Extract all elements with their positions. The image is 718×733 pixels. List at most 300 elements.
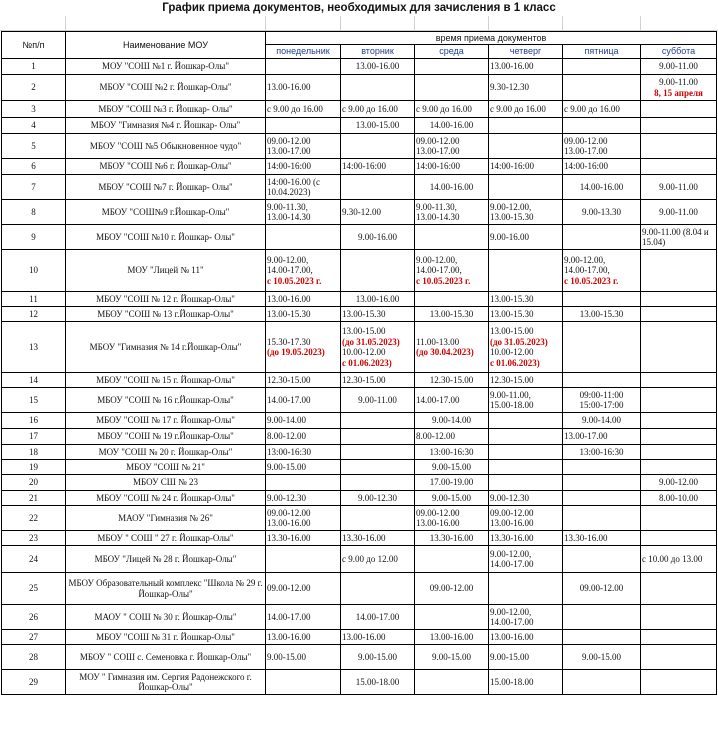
- cell-fri: [563, 175, 641, 200]
- cell-fri: [563, 445, 641, 460]
- time-range: 10.00-12.00: [342, 347, 386, 357]
- time-range: 9.00-12.30: [490, 492, 529, 503]
- cell-mon: [266, 630, 341, 645]
- cell-sat: [641, 429, 717, 445]
- time-range: 14.00-17.00: [490, 559, 534, 569]
- time-range: 14.00-17.00: [355, 611, 400, 622]
- time-range: 13.00-16.00: [267, 518, 311, 528]
- cell-sat: [641, 445, 717, 460]
- time-range: 12.30-15.00: [490, 374, 534, 385]
- cell-fri: [563, 388, 641, 413]
- cell-sat: [641, 175, 717, 200]
- time-range: 13.00-15.30: [490, 293, 534, 304]
- time-range: с 9.00 до 16.00: [564, 103, 620, 114]
- time-range: 13.00-15.30: [267, 308, 311, 319]
- time-range: 15.00-18.00: [355, 676, 400, 687]
- cell-wed: [415, 175, 489, 200]
- cell-fri: [563, 429, 641, 445]
- table-row: [2, 445, 717, 460]
- cell-num: 5: [2, 134, 66, 159]
- time-range: 13.00-16.00: [355, 293, 400, 304]
- time-range: 13.00-16.00: [267, 82, 311, 93]
- time-range: 9.00-16.00: [358, 231, 397, 242]
- cell-wed: [415, 445, 489, 460]
- cell-wed: [415, 322, 489, 373]
- cell-thu: [489, 506, 563, 531]
- time-range: 9.00-15.00: [267, 651, 306, 662]
- table-row: [2, 475, 717, 491]
- time-range: с 9.00 до 16.00: [342, 103, 398, 114]
- cell-num: 7: [2, 175, 66, 200]
- time-range: 13.00-16.00: [490, 518, 534, 528]
- cell-sat: [641, 475, 717, 491]
- cell-sat: [641, 373, 717, 388]
- time-range: 13.00-16.00: [355, 61, 400, 72]
- cell-mon: [266, 605, 341, 630]
- cell-num: 25: [2, 573, 66, 605]
- cell-tue: [341, 200, 415, 225]
- cell-sat: [641, 292, 717, 307]
- cell-fri: [563, 645, 641, 670]
- cell-sat: [641, 413, 717, 429]
- time-range: 09.00-12.00: [416, 135, 460, 146]
- table-row: [2, 175, 717, 200]
- cell-fri: [563, 250, 641, 292]
- cell-mon: [266, 175, 341, 200]
- table-row: [2, 322, 717, 373]
- cell-num: 21: [2, 491, 66, 506]
- cell-school-name: МБОУ "СОШ №7 г. Йошкар- Олы": [66, 175, 266, 200]
- cell-sat: [641, 573, 717, 605]
- time-range: 10.00-12.00: [490, 347, 534, 357]
- cell-thu: [489, 373, 563, 388]
- cell-fri: [563, 546, 641, 573]
- cell-school-name: МБОУ "СОШ № 24 г. Йошкар-Олы": [66, 491, 266, 506]
- time-range: 13.30-16.00: [564, 532, 608, 543]
- time-range: 14.00-17.00: [267, 394, 311, 405]
- cell-num: 8: [2, 200, 66, 225]
- cell-sat: [641, 506, 717, 531]
- time-range: с 9.00 до 16.00: [267, 103, 323, 114]
- cell-sat: [641, 118, 717, 134]
- time-range: 13.00-15.30: [490, 212, 534, 222]
- cell-school-name: МБОУ "Лицей № 28 г. Йошкар-Олы": [66, 546, 266, 573]
- time-range: 14.00-17.00: [267, 611, 311, 622]
- time-range: 09.00-12.00: [416, 507, 460, 518]
- header-num: №п/п: [2, 32, 66, 59]
- cell-thu: [489, 59, 563, 75]
- date-note: с 10.05.2023 г.: [416, 275, 471, 286]
- time-range: 9.00-15.00: [267, 461, 306, 472]
- time-range: 13.00-15.00: [490, 326, 534, 336]
- time-range: 9.00-16.00: [490, 231, 529, 242]
- cell-fri: [563, 373, 641, 388]
- cell-mon: [266, 373, 341, 388]
- time-range: 13:00-16:30: [579, 446, 624, 457]
- cell-thu: [489, 429, 563, 445]
- cell-mon: [266, 322, 341, 373]
- cell-sat: [641, 460, 717, 475]
- cell-fri: [563, 59, 641, 75]
- time-range: с 9.00 до 12.00: [342, 553, 398, 564]
- time-range: 9.00-11.00: [659, 77, 698, 87]
- cell-thu: [489, 546, 563, 573]
- date-note: с 10.05.2023 г.: [564, 275, 619, 286]
- cell-fri: [563, 322, 641, 373]
- cell-mon: [266, 506, 341, 531]
- cell-fri: [563, 506, 641, 531]
- time-range: 13.00-16.00: [342, 631, 386, 642]
- time-range: 14.00-16.00: [429, 181, 474, 192]
- table-row: [2, 388, 717, 413]
- cell-sat: [641, 101, 717, 118]
- time-range: 14.00-16.00: [579, 181, 624, 192]
- time-range: 14.00-17.00: [416, 394, 460, 405]
- time-range: 15:00-17:00: [579, 400, 624, 410]
- cell-mon: [266, 388, 341, 413]
- header-day-tue: вторник: [341, 45, 415, 59]
- cell-sat: [641, 645, 717, 670]
- cell-mon: [266, 645, 341, 670]
- cell-sat: [641, 670, 717, 695]
- cell-tue: [341, 413, 415, 429]
- cell-school-name: МБОУ "СОШ № 17 г. Йошкар-Олы": [66, 413, 266, 429]
- time-range: 13.00-15.30: [579, 308, 624, 319]
- cell-fri: [563, 200, 641, 225]
- cell-school-name: МАОУ " СОШ № 30 г. Йошкар-Олы": [66, 605, 266, 630]
- cell-sat: [641, 388, 717, 413]
- cell-school-name: МБОУ "Гимназия №4 г. Йошкар- Олы": [66, 118, 266, 134]
- cell-fri: [563, 292, 641, 307]
- cell-thu: [489, 605, 563, 630]
- header-day-thu: четверг: [489, 45, 563, 59]
- cell-school-name: МОУ "СОШ № 20 г. Йошкар-Олы": [66, 445, 266, 460]
- time-range: 9.00-11.00: [659, 181, 698, 192]
- cell-thu: [489, 175, 563, 200]
- cell-num: 10: [2, 250, 66, 292]
- table-row: [2, 101, 717, 118]
- cell-num: 12: [2, 307, 66, 322]
- cell-fri: [563, 225, 641, 250]
- cell-mon: [266, 413, 341, 429]
- table-row: [2, 118, 717, 134]
- time-range: 09.00-12.00: [267, 507, 311, 518]
- cell-sat: [641, 307, 717, 322]
- time-range: 9.00-14.00: [582, 415, 621, 426]
- cell-num: 23: [2, 531, 66, 546]
- cell-thu: [489, 250, 563, 292]
- cell-thu: [489, 159, 563, 175]
- cell-num: 15: [2, 388, 66, 413]
- cell-thu: [489, 491, 563, 506]
- cell-sat: [641, 59, 717, 75]
- cell-mon: [266, 101, 341, 118]
- cell-thu: [489, 225, 563, 250]
- cell-num: 6: [2, 159, 66, 175]
- cell-wed: [415, 460, 489, 475]
- table-row: [2, 506, 717, 531]
- time-range: 13.00-15.00: [355, 120, 400, 131]
- cell-mon: [266, 250, 341, 292]
- table-row: [2, 573, 717, 605]
- time-range: 9.00-11.00 (8.04 и 15.04): [642, 226, 709, 247]
- cell-mon: [266, 573, 341, 605]
- cell-school-name: МБОУ СШ № 23: [66, 475, 266, 491]
- table-row: [2, 413, 717, 429]
- time-range: 14.00-16.00: [429, 120, 474, 131]
- cell-tue: [341, 59, 415, 75]
- time-range: 14.00-17.00,: [564, 265, 610, 276]
- time-range: 15.00-18.00: [490, 400, 534, 410]
- cell-school-name: МБОУ "СОШ № 21": [66, 460, 266, 475]
- cell-thu: [489, 645, 563, 670]
- cell-wed: [415, 413, 489, 429]
- cell-fri: [563, 670, 641, 695]
- cell-wed: [415, 388, 489, 413]
- cell-num: 9: [2, 225, 66, 250]
- time-range: 14:00-16:00: [267, 161, 311, 172]
- cell-school-name: МБОУ " СОШ " 27 г. Йошкар-Олы": [66, 531, 266, 546]
- cell-num: 24: [2, 546, 66, 573]
- cell-school-name: МБОУ "СОШ№9 г.Йошкар-Олы": [66, 200, 266, 225]
- table-row: [2, 225, 717, 250]
- time-range: 9.30-12.30: [490, 82, 529, 93]
- cell-tue: [341, 630, 415, 645]
- page-title: График приема документов, необходимых для зачисления в 1 класс: [162, 2, 556, 14]
- cell-tue: [341, 307, 415, 322]
- time-range: 9.00-15.00: [582, 651, 621, 662]
- cell-school-name: МБОУ "СОШ № 12 г. Йошкар-Олы": [66, 292, 266, 307]
- time-range: 9.00-14.00: [267, 415, 306, 426]
- table-row: [2, 250, 717, 292]
- cell-tue: [341, 250, 415, 292]
- cell-sat: [641, 531, 717, 546]
- date-note: (до 30.04.2023): [416, 347, 474, 357]
- cell-mon: [266, 475, 341, 491]
- time-range: 14:00-16:00: [342, 161, 386, 172]
- cell-wed: [415, 645, 489, 670]
- cell-fri: [563, 307, 641, 322]
- time-range: 09.00-12.00: [490, 507, 534, 518]
- time-range: 13.00-17.00: [564, 431, 608, 442]
- cell-fri: [563, 605, 641, 630]
- time-range: 9.00-12.30: [267, 492, 306, 503]
- time-range: 9.00-11.00,: [490, 389, 531, 400]
- cell-tue: [341, 175, 415, 200]
- cell-wed: [415, 159, 489, 175]
- cell-thu: [489, 75, 563, 101]
- cell-wed: [415, 630, 489, 645]
- date-note: (до 19.05.2023): [267, 347, 325, 357]
- time-range: 8.00-10.00: [659, 492, 698, 503]
- cell-thu: [489, 573, 563, 605]
- cell-wed: [415, 225, 489, 250]
- time-range: 12.30-15.00: [267, 374, 311, 385]
- cell-wed: [415, 429, 489, 445]
- cell-tue: [341, 506, 415, 531]
- schedule-table: [1, 31, 717, 695]
- time-range: 9.00-11.30,: [416, 201, 457, 212]
- time-range: 9.30-12.00: [342, 206, 381, 217]
- table-row: [2, 460, 717, 475]
- time-range: с 9.00 до 16.00: [416, 103, 472, 114]
- cell-mon: [266, 75, 341, 101]
- date-note: с 10.05.2023 г.: [267, 275, 322, 286]
- time-range: 13.00-17.00: [564, 146, 608, 156]
- time-range: 13.30-16.00: [490, 532, 534, 543]
- table-row: [2, 373, 717, 388]
- cell-num: 13: [2, 322, 66, 373]
- table-row: [2, 605, 717, 630]
- cell-num: 2: [2, 75, 66, 101]
- time-range: 13.00-15.30: [490, 308, 534, 319]
- cell-mon: [266, 59, 341, 75]
- table-row: [2, 531, 717, 546]
- cell-tue: [341, 670, 415, 695]
- cell-mon: [266, 200, 341, 225]
- cell-mon: [266, 531, 341, 546]
- table-row: [2, 546, 717, 573]
- cell-wed: [415, 475, 489, 491]
- cell-num: 19: [2, 460, 66, 475]
- cell-wed: [415, 134, 489, 159]
- time-range: 13.00-17.00: [267, 146, 311, 156]
- cell-school-name: МБОУ "СОШ № 16 г.Йошкар-Олы": [66, 388, 266, 413]
- time-range: 9.00-12.00,: [490, 606, 532, 617]
- cell-sat: [641, 605, 717, 630]
- time-range: 13.00-16.00: [429, 631, 474, 642]
- table-row: [2, 200, 717, 225]
- cell-mon: [266, 445, 341, 460]
- time-range: 9.00-12.00,: [490, 201, 532, 212]
- cell-wed: [415, 307, 489, 322]
- cell-mon: [266, 460, 341, 475]
- cell-mon: [266, 118, 341, 134]
- cell-mon: [266, 292, 341, 307]
- time-range: 14.00-17.00,: [267, 265, 313, 276]
- cell-tue: [341, 225, 415, 250]
- time-range: 13.30-16.00: [267, 532, 311, 543]
- time-range: 14:00-16.00 (с 10.04.2023): [267, 176, 320, 197]
- table-row: [2, 59, 717, 75]
- cell-school-name: МОУ "Лицей № 11": [66, 250, 266, 292]
- cell-wed: [415, 101, 489, 118]
- cell-sat: [641, 200, 717, 225]
- time-range: 13:00-16:30: [429, 446, 474, 457]
- cell-tue: [341, 292, 415, 307]
- cell-sat: [641, 491, 717, 506]
- table-row: [2, 429, 717, 445]
- date-note: с 01.06.2023): [490, 357, 540, 368]
- time-range: 14:00-16:00: [564, 161, 608, 172]
- time-range: с 10.00 до 13.00: [642, 553, 703, 564]
- cell-sat: [641, 225, 717, 250]
- table-row: [2, 307, 717, 322]
- cell-school-name: МБОУ Образовательный комплекс "Школа № 29 г. Йошкар-Олы": [66, 573, 266, 605]
- cell-school-name: МОУ " Гимназия им. Сергия Радонежского г. Йошкар-Олы": [66, 670, 266, 695]
- time-range: 13.30-16.00: [342, 532, 386, 543]
- time-range: 9.00-11.00: [659, 61, 698, 72]
- cell-tue: [341, 491, 415, 506]
- cell-num: 1: [2, 59, 66, 75]
- cell-school-name: МАОУ "Гимназия № 26": [66, 506, 266, 531]
- time-range: 9.00-12.00,: [416, 254, 458, 265]
- date-note: (до 31.05.2023): [342, 336, 400, 347]
- time-range: 15.00-18.00: [490, 676, 534, 687]
- cell-num: 27: [2, 630, 66, 645]
- header-day-fri: пятница: [563, 45, 641, 59]
- time-range: 09.00-12.00: [579, 583, 624, 594]
- header-day-wed: среда: [415, 45, 489, 59]
- cell-sat: [641, 159, 717, 175]
- cell-thu: [489, 460, 563, 475]
- time-range: 8.00-12.00: [267, 431, 306, 442]
- cell-num: 14: [2, 373, 66, 388]
- cell-fri: [563, 75, 641, 101]
- cell-wed: [415, 250, 489, 292]
- time-range: 13.30-16.00: [429, 532, 474, 543]
- cell-num: 29: [2, 670, 66, 695]
- cell-mon: [266, 225, 341, 250]
- cell-mon: [266, 159, 341, 175]
- cell-thu: [489, 118, 563, 134]
- cell-school-name: МБОУ "Гимназия № 14 г.Йошкар-Олы": [66, 322, 266, 373]
- table-row: [2, 670, 717, 695]
- time-range: 13.00-15.00: [342, 326, 386, 336]
- time-range: 9.00-15.00: [432, 461, 471, 472]
- time-range: 13.00-17.00: [416, 146, 460, 156]
- header-row-group: [2, 32, 717, 45]
- cell-sat: [641, 322, 717, 373]
- cell-thu: [489, 670, 563, 695]
- time-range: 9.00-15.00: [490, 651, 529, 662]
- time-range: 13.00-16.00: [416, 518, 460, 528]
- cell-fri: [563, 101, 641, 118]
- time-range: 13.00-16.00: [267, 631, 311, 642]
- cell-num: 16: [2, 413, 66, 429]
- date-note: 8, 15 апреля: [654, 87, 703, 98]
- cell-wed: [415, 75, 489, 101]
- cell-school-name: МБОУ "СОШ № 13 г.Йошкар-Олы": [66, 307, 266, 322]
- time-range: 9.00-14.00: [432, 415, 471, 426]
- time-range: 9.00-12.00: [659, 477, 698, 488]
- cell-wed: [415, 670, 489, 695]
- cell-fri: [563, 118, 641, 134]
- time-range: 09:00-11:00: [579, 389, 624, 400]
- date-note: (до 31.05.2023): [490, 336, 548, 347]
- time-range: 12.30-15.00: [342, 374, 386, 385]
- cell-thu: [489, 445, 563, 460]
- cell-num: 28: [2, 645, 66, 670]
- time-range: 9.00-11.00: [659, 206, 698, 217]
- time-range: 14.00-17.00,: [416, 265, 462, 276]
- schedule-body: [2, 59, 717, 695]
- cell-mon: [266, 307, 341, 322]
- cell-thu: [489, 292, 563, 307]
- cell-school-name: МБОУ "СОШ №2 г. Йошкар-Олы": [66, 75, 266, 101]
- table-row: [2, 630, 717, 645]
- time-range: 14:00-16:00: [416, 161, 460, 172]
- cell-wed: [415, 605, 489, 630]
- cell-school-name: МБОУ "СОШ №5 Обыкновенное чудо": [66, 134, 266, 159]
- time-range: 9.00-15.00: [432, 492, 471, 503]
- cell-tue: [341, 322, 415, 373]
- time-range: 14:00-16:00: [490, 161, 534, 172]
- cell-thu: [489, 388, 563, 413]
- cell-thu: [489, 101, 563, 118]
- time-range: 9.00-15.00: [432, 651, 471, 662]
- cell-tue: [341, 645, 415, 670]
